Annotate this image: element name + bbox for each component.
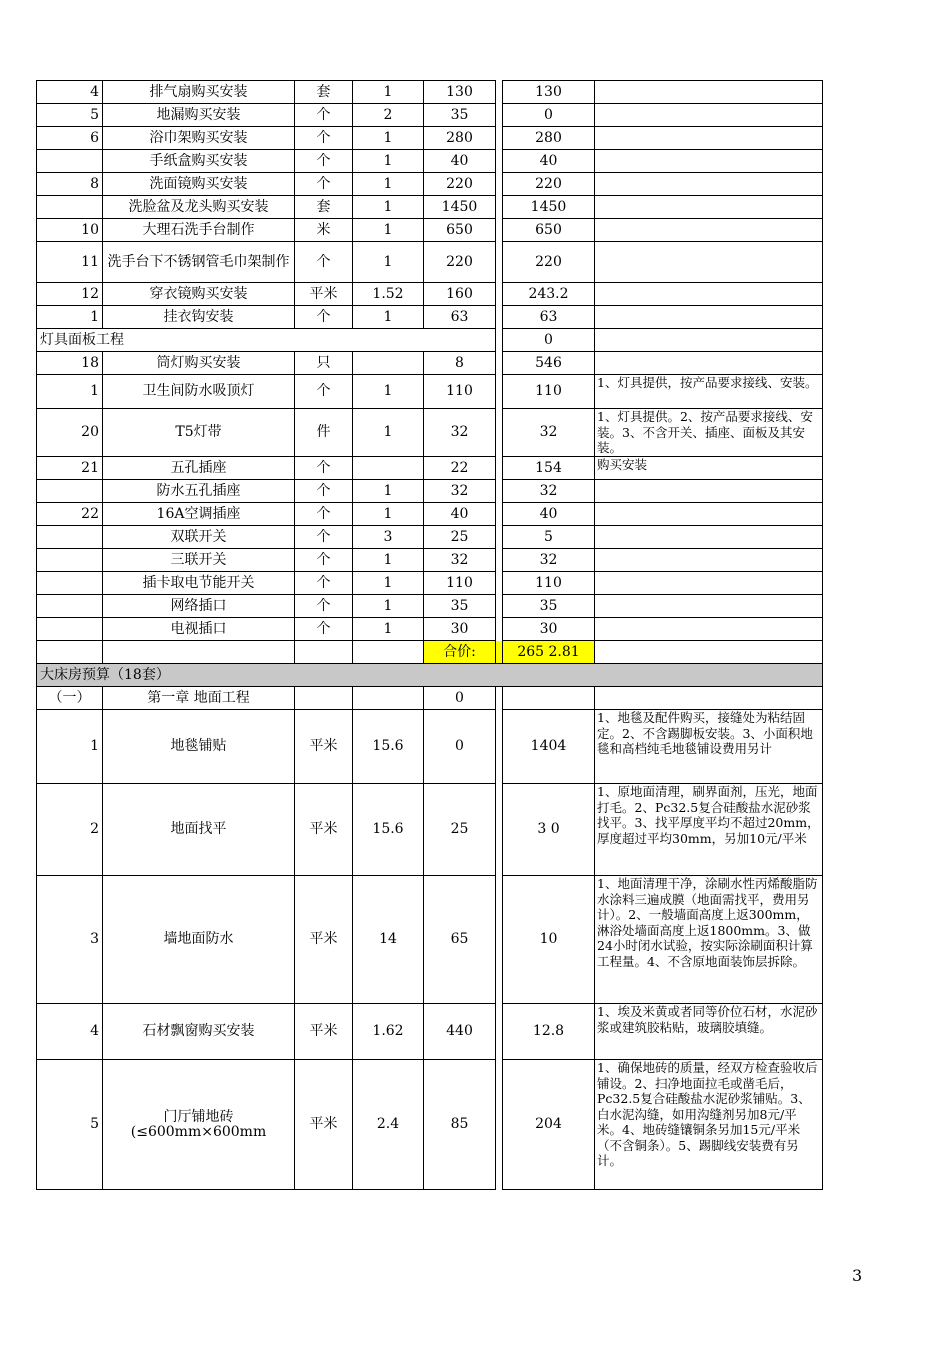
table-row xyxy=(37,1060,823,1190)
unit-price-cell: 1450 xyxy=(424,196,496,219)
item-name-cell: 地面找平 xyxy=(103,784,295,876)
total-cell: 63 xyxy=(503,306,595,329)
row-number-cell: 8 xyxy=(37,173,103,196)
spacer-cell xyxy=(496,104,503,127)
row-number-cell xyxy=(37,549,103,572)
quantity-cell: 1 xyxy=(353,618,424,641)
quantity-cell: 1 xyxy=(353,409,424,457)
spacer-cell xyxy=(496,283,503,306)
item-name-cell: 门厅铺地砖(≤600mm×600mm xyxy=(103,1060,295,1190)
total-cell: 110 xyxy=(503,572,595,595)
table-row xyxy=(37,150,823,173)
total-cell: 10 xyxy=(503,876,595,1004)
page-number: 3 xyxy=(852,1266,863,1285)
quantity-cell: 1 xyxy=(353,306,424,329)
quantity-cell: 1 xyxy=(353,242,424,283)
unit-price-cell: 85 xyxy=(424,1060,496,1190)
item-name-cell: 五孔插座 xyxy=(103,457,295,480)
unit-price-cell: 40 xyxy=(424,503,496,526)
quantity-cell: 1 xyxy=(353,549,424,572)
item-name-cell: 手纸盒购买安装 xyxy=(103,150,295,173)
total-cell: 110 xyxy=(503,375,595,409)
unit-price-cell: 22 xyxy=(424,457,496,480)
total-cell: 650 xyxy=(503,219,595,242)
note-cell xyxy=(595,618,823,641)
spacer-cell xyxy=(496,219,503,242)
unit-price-cell: 440 xyxy=(424,1004,496,1060)
quantity-cell: 1 xyxy=(353,150,424,173)
unit-price-cell: 63 xyxy=(424,306,496,329)
spacer-cell xyxy=(496,409,503,457)
table-row xyxy=(37,710,823,784)
spacer-cell xyxy=(496,503,503,526)
table-row xyxy=(37,375,823,409)
table-row xyxy=(37,127,823,150)
row-number-cell: 5 xyxy=(37,1060,103,1190)
total-cell: 30 xyxy=(503,618,595,641)
item-name-cell: 地漏购买安装 xyxy=(103,104,295,127)
item-name-cell: 地毯铺贴 xyxy=(103,710,295,784)
chapter-price-cell: 0 xyxy=(424,687,496,710)
row-number-cell xyxy=(37,480,103,503)
item-name-cell: 挂衣钩安装 xyxy=(103,306,295,329)
table-row xyxy=(37,595,823,618)
note-cell xyxy=(595,306,823,329)
item-name-cell: 三联开关 xyxy=(103,549,295,572)
item-name-cell: 洗手台下不锈钢管毛巾架制作 xyxy=(103,242,295,283)
note-cell xyxy=(595,352,823,375)
unit-cell: 个 xyxy=(295,457,353,480)
table-row xyxy=(37,1004,823,1060)
total-cell: 220 xyxy=(503,173,595,196)
row-number-cell: 12 xyxy=(37,283,103,306)
quantity-cell: 1 xyxy=(353,572,424,595)
table-row xyxy=(37,104,823,127)
total-cell: 243.2 xyxy=(503,283,595,306)
empty-cell xyxy=(595,687,823,710)
section-band-row xyxy=(37,664,823,687)
table-row xyxy=(37,173,823,196)
note-cell: 1、地面清理干净，涂刷水性丙烯酸脂防水涂料三遍成膜（地面需找平，费用另计）。2、一般墙面高度上返300mm，淋浴处墙面高度上返1800mm。3、做24小时闭水试验，按实际涂刷面积计算工程量。4、不含原地面装饰层拆除。 xyxy=(595,876,823,1004)
budget-table xyxy=(36,80,823,1190)
unit-cell: 个 xyxy=(295,173,353,196)
unit-price-cell: 280 xyxy=(424,127,496,150)
unit-cell: 套 xyxy=(295,81,353,104)
spacer-cell xyxy=(496,173,503,196)
total-cell: 220 xyxy=(503,242,595,283)
note-cell xyxy=(595,641,823,664)
spacer-cell xyxy=(496,549,503,572)
quantity-cell: 1 xyxy=(353,480,424,503)
empty-cell xyxy=(295,687,353,710)
table-row xyxy=(37,81,823,104)
unit-price-cell: 160 xyxy=(424,283,496,306)
item-name-cell: 电视插口 xyxy=(103,618,295,641)
spacer-cell xyxy=(496,1004,503,1060)
table-row xyxy=(37,549,823,572)
total-cell: 32 xyxy=(503,409,595,457)
spacer-cell xyxy=(496,329,503,352)
row-number-cell: 1 xyxy=(37,710,103,784)
spacer-cell xyxy=(496,1060,503,1190)
spacer-cell xyxy=(496,595,503,618)
note-cell xyxy=(595,572,823,595)
table-row xyxy=(37,242,823,283)
total-cell: 32 xyxy=(503,480,595,503)
table-row xyxy=(37,618,823,641)
item-name-cell: 洗脸盆及龙头购买安装 xyxy=(103,196,295,219)
item-name-cell: 筒灯购买安装 xyxy=(103,352,295,375)
unit-cell: 套 xyxy=(295,196,353,219)
table-row xyxy=(37,306,823,329)
unit-price-cell: 30 xyxy=(424,618,496,641)
note-cell xyxy=(595,283,823,306)
spacer-cell xyxy=(496,641,503,664)
unit-price-cell: 220 xyxy=(424,173,496,196)
unit-price-cell: 110 xyxy=(424,572,496,595)
row-number-cell: 11 xyxy=(37,242,103,283)
unit-cell: 个 xyxy=(295,618,353,641)
quantity-cell: 1 xyxy=(353,503,424,526)
total-cell: 5 xyxy=(503,526,595,549)
note-cell: 1、确保地砖的质量，经双方检查验收后铺设。2、扫净地面拉毛或凿毛后，Pc32.5复合硅酸盐水泥砂浆铺贴。3、白水泥沟缝，如用沟缝剂另加8元/平米。4、地砖缝镶铜条另加15元/平米（不含铜条）。5、踢脚线安装费有另计。 xyxy=(595,1060,823,1190)
row-number-cell: 10 xyxy=(37,219,103,242)
note-cell xyxy=(595,196,823,219)
item-name-cell: 大理石洗手台制作 xyxy=(103,219,295,242)
unit-cell: 个 xyxy=(295,104,353,127)
item-name-cell: 排气扇购买安装 xyxy=(103,81,295,104)
note-cell: 1、灯具提供，按产品要求接线、安装。 xyxy=(595,375,823,409)
spacer-cell xyxy=(496,572,503,595)
unit-price-cell: 130 xyxy=(424,81,496,104)
note-cell xyxy=(595,329,823,352)
table-row xyxy=(37,352,823,375)
empty-cell xyxy=(295,641,353,664)
row-number-cell: 2 xyxy=(37,784,103,876)
unit-price-cell: 32 xyxy=(424,409,496,457)
unit-price-cell: 32 xyxy=(424,480,496,503)
total-cell: 1404 xyxy=(503,710,595,784)
unit-cell: 个 xyxy=(295,572,353,595)
spacer-cell xyxy=(496,375,503,409)
quantity-cell: 3 xyxy=(353,526,424,549)
note-cell xyxy=(595,150,823,173)
section-row xyxy=(37,329,823,352)
unit-cell: 米 xyxy=(295,219,353,242)
row-number-cell: 1 xyxy=(37,375,103,409)
table-row xyxy=(37,480,823,503)
subtotal-label-cell: 合价: xyxy=(424,641,496,664)
note-cell: 1、地毯及配件购买，接缝处为粘结固定。2、不含踢脚板安装。3、小面积地毯和高档纯毛地毯铺设费用另计 xyxy=(595,710,823,784)
item-name-cell: 卫生间防水吸顶灯 xyxy=(103,375,295,409)
item-name-cell: 16A空调插座 xyxy=(103,503,295,526)
total-cell: 3 0 xyxy=(503,784,595,876)
spacer-cell xyxy=(496,480,503,503)
chapter-row xyxy=(37,687,823,710)
unit-cell: 个 xyxy=(295,150,353,173)
unit-price-cell: 65 xyxy=(424,876,496,1004)
unit-price-cell: 40 xyxy=(424,150,496,173)
note-cell xyxy=(595,242,823,283)
quantity-cell: 1 xyxy=(353,219,424,242)
unit-price-cell: 650 xyxy=(424,219,496,242)
quantity-cell: 1 xyxy=(353,196,424,219)
table-row xyxy=(37,784,823,876)
note-cell xyxy=(595,503,823,526)
spacer-cell xyxy=(496,242,503,283)
spacer-cell xyxy=(496,618,503,641)
table-row xyxy=(37,526,823,549)
note-cell: 1、灯具提供。2、按产品要求接线、安装。3、不含开关、插座、面板及其安装。 xyxy=(595,409,823,457)
item-name-cell: 穿衣镜购买安装 xyxy=(103,283,295,306)
unit-price-cell: 0 xyxy=(424,710,496,784)
spacer-cell xyxy=(496,876,503,1004)
note-cell: 购买安装 xyxy=(595,457,823,480)
spacer-cell xyxy=(496,150,503,173)
quantity-cell: 2 xyxy=(353,104,424,127)
section-title-cell: 灯具面板工程 xyxy=(37,329,496,352)
item-name-cell: T5灯带 xyxy=(103,409,295,457)
unit-cell: 平米 xyxy=(295,1004,353,1060)
item-name-cell: 网络插口 xyxy=(103,595,295,618)
row-number-cell: 4 xyxy=(37,1004,103,1060)
total-cell: 12.8 xyxy=(503,1004,595,1060)
spacer-cell xyxy=(496,306,503,329)
row-number-cell: 4 xyxy=(37,81,103,104)
row-number-cell xyxy=(37,618,103,641)
item-name-cell: 插卡取电节能开关 xyxy=(103,572,295,595)
row-number-cell: 6 xyxy=(37,127,103,150)
unit-cell: 只 xyxy=(295,352,353,375)
unit-cell: 件 xyxy=(295,409,353,457)
total-cell: 546 xyxy=(503,352,595,375)
quantity-cell: 15.6 xyxy=(353,784,424,876)
table-row xyxy=(37,457,823,480)
quantity-cell: 2.4 xyxy=(353,1060,424,1190)
item-name-cell: 防水五孔插座 xyxy=(103,480,295,503)
table-row xyxy=(37,219,823,242)
note-cell xyxy=(595,549,823,572)
unit-cell: 个 xyxy=(295,480,353,503)
row-number-cell: 20 xyxy=(37,409,103,457)
item-name-cell: 墙地面防水 xyxy=(103,876,295,1004)
total-cell: 130 xyxy=(503,81,595,104)
unit-cell: 个 xyxy=(295,595,353,618)
quantity-cell: 15.6 xyxy=(353,710,424,784)
row-number-cell xyxy=(37,150,103,173)
total-cell: 40 xyxy=(503,150,595,173)
total-cell: 35 xyxy=(503,595,595,618)
row-number-cell: 18 xyxy=(37,352,103,375)
unit-cell: 平米 xyxy=(295,784,353,876)
total-cell: 40 xyxy=(503,503,595,526)
quantity-cell: 14 xyxy=(353,876,424,1004)
chapter-name-cell: 第一章 地面工程 xyxy=(103,687,295,710)
item-name-cell: 双联开关 xyxy=(103,526,295,549)
spacer-cell xyxy=(496,710,503,784)
subtotal-row xyxy=(37,641,823,664)
empty-cell xyxy=(353,687,424,710)
table-row xyxy=(37,876,823,1004)
note-cell xyxy=(595,526,823,549)
spacer-cell xyxy=(496,81,503,104)
row-number-cell: 5 xyxy=(37,104,103,127)
item-name-cell: 石材飘窗购买安装 xyxy=(103,1004,295,1060)
row-number-cell: 22 xyxy=(37,503,103,526)
unit-cell: 平米 xyxy=(295,876,353,1004)
quantity-cell: 1 xyxy=(353,173,424,196)
note-cell xyxy=(595,480,823,503)
table-row xyxy=(37,283,823,306)
total-cell: 32 xyxy=(503,549,595,572)
note-cell: 1、埃及米黄或者同等价位石材，水泥砂浆或建筑胶粘贴，玻璃胶填缝。 xyxy=(595,1004,823,1060)
quantity-cell: 1.52 xyxy=(353,283,424,306)
unit-price-cell: 220 xyxy=(424,242,496,283)
unit-cell: 个 xyxy=(295,549,353,572)
note-cell xyxy=(595,173,823,196)
unit-cell: 平米 xyxy=(295,1060,353,1190)
row-number-cell: 21 xyxy=(37,457,103,480)
total-cell: 0 xyxy=(503,104,595,127)
row-number-cell xyxy=(37,572,103,595)
note-cell xyxy=(595,81,823,104)
unit-cell: 个 xyxy=(295,526,353,549)
unit-price-cell: 35 xyxy=(424,104,496,127)
row-number-cell: 1 xyxy=(37,306,103,329)
table-row xyxy=(37,196,823,219)
subtotal-value-cell: 265 2.81 xyxy=(503,641,595,664)
total-cell: 204 xyxy=(503,1060,595,1190)
unit-cell: 个 xyxy=(295,127,353,150)
unit-cell: 个 xyxy=(295,306,353,329)
unit-cell: 平米 xyxy=(295,283,353,306)
spacer-cell xyxy=(496,784,503,876)
empty-cell xyxy=(37,641,103,664)
section-title-cell: 大床房预算（18套） xyxy=(37,664,823,687)
row-number-cell xyxy=(37,196,103,219)
item-name-cell: 洗面镜购买安装 xyxy=(103,173,295,196)
quantity-cell: 1 xyxy=(353,375,424,409)
row-number-cell xyxy=(37,595,103,618)
unit-price-cell: 32 xyxy=(424,549,496,572)
total-cell: 280 xyxy=(503,127,595,150)
quantity-cell xyxy=(353,352,424,375)
unit-cell: 个 xyxy=(295,503,353,526)
empty-cell xyxy=(353,641,424,664)
table-row xyxy=(37,572,823,595)
spacer-cell xyxy=(496,127,503,150)
note-cell: 1、原地面清理，刷界面剂，压光，地面打毛。2、Pc32.5复合硅酸盐水泥砂浆找平。3、找平厚度平均不超过20mm，厚度超过平均30mm，另加10元/平米 xyxy=(595,784,823,876)
unit-price-cell: 35 xyxy=(424,595,496,618)
spacer-cell xyxy=(496,526,503,549)
note-cell xyxy=(595,127,823,150)
unit-cell: 个 xyxy=(295,242,353,283)
unit-cell: 平米 xyxy=(295,710,353,784)
spacer-cell xyxy=(496,687,503,710)
note-cell xyxy=(595,219,823,242)
total-cell: 1450 xyxy=(503,196,595,219)
quantity-cell xyxy=(353,457,424,480)
row-number-cell xyxy=(37,526,103,549)
quantity-cell: 1 xyxy=(353,81,424,104)
unit-price-cell: 25 xyxy=(424,526,496,549)
empty-cell xyxy=(103,641,295,664)
section-total-cell: 0 xyxy=(503,329,595,352)
row-number-cell: 3 xyxy=(37,876,103,1004)
unit-price-cell: 8 xyxy=(424,352,496,375)
spacer-cell xyxy=(496,196,503,219)
spacer-cell xyxy=(496,457,503,480)
quantity-cell: 1.62 xyxy=(353,1004,424,1060)
table-row xyxy=(37,503,823,526)
total-cell: 154 xyxy=(503,457,595,480)
unit-cell: 个 xyxy=(295,375,353,409)
empty-cell xyxy=(503,687,595,710)
unit-price-cell: 25 xyxy=(424,784,496,876)
quantity-cell: 1 xyxy=(353,127,424,150)
note-cell xyxy=(595,595,823,618)
note-cell xyxy=(595,104,823,127)
item-name-cell: 浴巾架购买安装 xyxy=(103,127,295,150)
table-row xyxy=(37,409,823,457)
chapter-number-cell: （一） xyxy=(37,687,103,710)
quantity-cell: 1 xyxy=(353,595,424,618)
unit-price-cell: 110 xyxy=(424,375,496,409)
spacer-cell xyxy=(496,352,503,375)
